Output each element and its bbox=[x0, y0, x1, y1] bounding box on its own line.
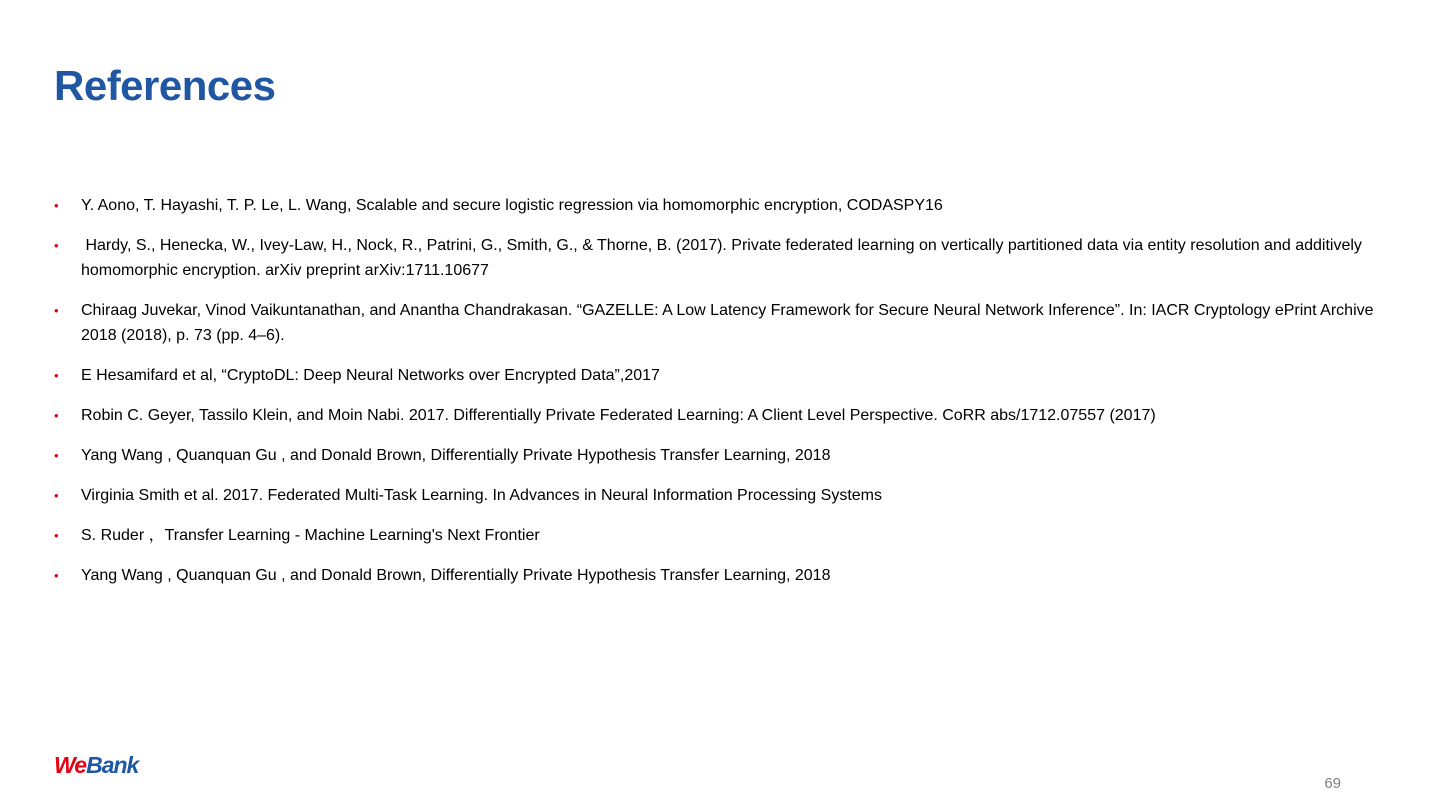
bullet-icon: • bbox=[54, 238, 59, 253]
logo-bank: Bank bbox=[86, 752, 139, 778]
slide-title: References bbox=[54, 62, 276, 109]
reference-item bbox=[54, 443, 1394, 468]
bullet-icon: • bbox=[54, 488, 59, 503]
reference-item bbox=[54, 403, 1394, 428]
reference-text: S. Ruder ，Transfer Learning - Machine Learning's Next Frontier bbox=[81, 527, 540, 544]
reference-text: E Hesamifard et al, “CryptoDL: Deep Neural Networks over Encrypted Data”,2017 bbox=[81, 367, 660, 384]
reference-item bbox=[54, 523, 1394, 548]
page-number: 69 bbox=[1324, 775, 1341, 792]
reference-text: Robin C. Geyer, Tassilo Klein, and Moin Nabi. 2017. Differentially Private Federated Learning: A Client Level Perspective. CoRR abs/1712.07557 (2017) bbox=[81, 407, 1156, 424]
webank-logo bbox=[54, 750, 154, 780]
bullet-icon: • bbox=[54, 448, 59, 463]
reference-item bbox=[54, 233, 1394, 283]
bullet-icon: • bbox=[54, 528, 59, 543]
reference-text: Virginia Smith et al. 2017. Federated Multi-Task Learning. In Advances in Neural Information Processing Systems bbox=[81, 487, 882, 504]
svg-text:WeBank bbox=[54, 752, 141, 778]
bullet-icon: • bbox=[54, 368, 59, 383]
reference-list bbox=[54, 193, 1394, 603]
bullet-icon: • bbox=[54, 198, 59, 213]
reference-text: Yang Wang , Quanquan Gu , and Donald Brown, Differentially Private Hypothesis Transfer Learning, 2018 bbox=[81, 567, 831, 584]
reference-text: Y. Aono, T. Hayashi, T. P. Le, L. Wang, Scalable and secure logistic regression via homomorphic encryption, CODASPY16 bbox=[81, 197, 943, 214]
reference-item bbox=[54, 298, 1394, 348]
reference-item bbox=[54, 193, 1394, 218]
bullet-icon: • bbox=[54, 408, 59, 423]
reference-text: Chiraag Juvekar, Vinod Vaikuntanathan, and Anantha Chandrakasan. “GAZELLE: A Low Latency Framework for Secure Neural Network Inference”. In: IACR Cryptology ePrint Archive 2018 (2018), p. 73 (pp. 4–6). bbox=[81, 302, 1374, 344]
reference-text: Yang Wang , Quanquan Gu , and Donald Brown, Differentially Private Hypothesis Transfer Learning, 2018 bbox=[81, 447, 831, 464]
logo-we: We bbox=[54, 752, 87, 778]
reference-item bbox=[54, 363, 1394, 388]
reference-item bbox=[54, 563, 1394, 588]
bullet-icon: • bbox=[54, 568, 59, 583]
reference-text: Hardy, S., Henecka, W., Ivey-Law, H., Nock, R., Patrini, G., Smith, G., & Thorne, B. (2017). Private federated learning on vertically partitioned data via entity resolution and additively homomorphic encryption. arXiv preprint arXiv:1711.10677 bbox=[81, 237, 1367, 279]
bullet-icon: • bbox=[54, 303, 59, 318]
reference-item bbox=[54, 483, 1394, 508]
